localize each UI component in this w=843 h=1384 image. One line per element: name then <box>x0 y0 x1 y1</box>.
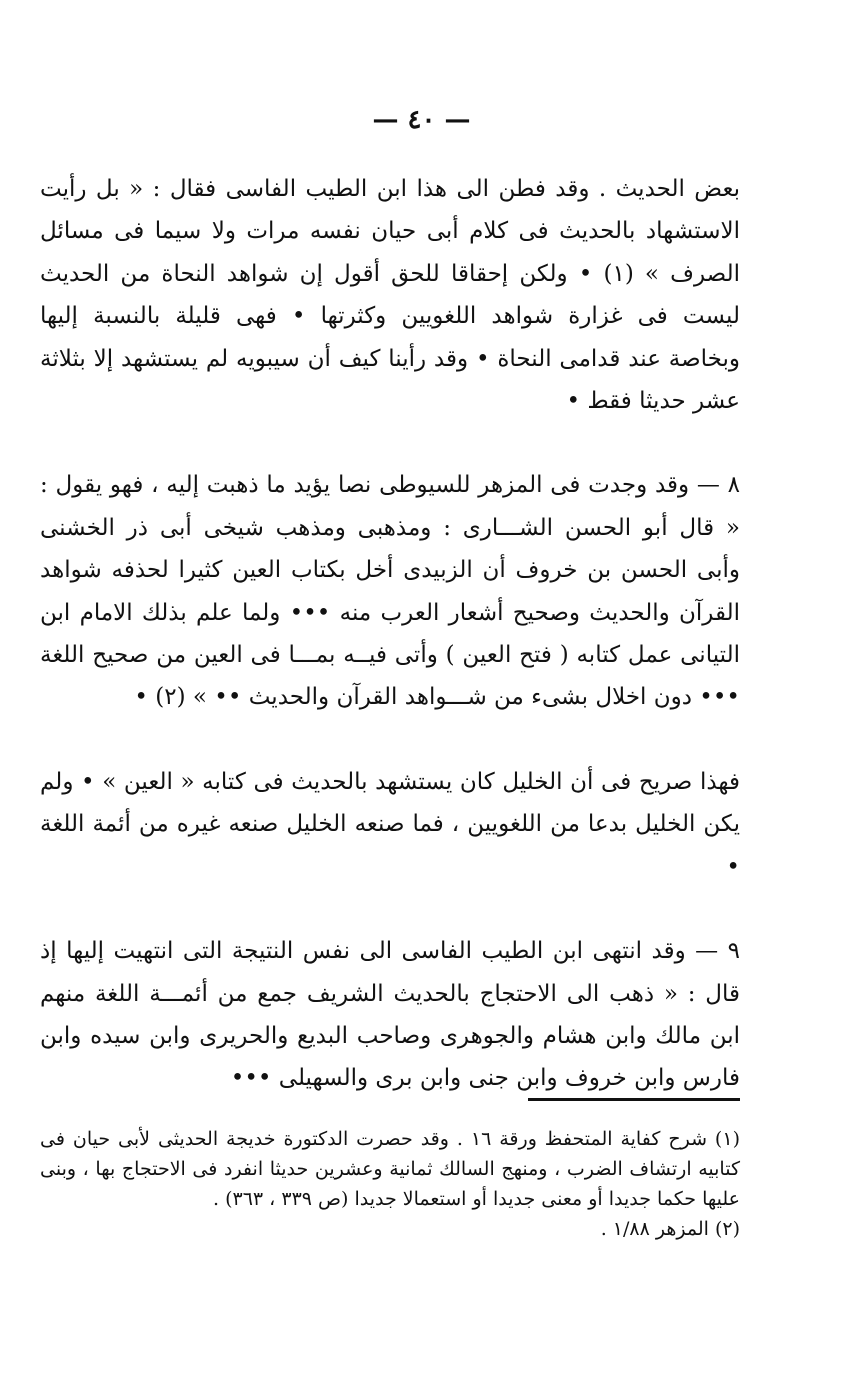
footnote-divider <box>528 1098 740 1101</box>
paragraph-4: ٩ — وقد انتهى ابن الطيب الفاسى الى نفس النتيجة التى انتهيت إليها إذ قال : « ذهب الى الاحتجاج بالحديث الشريف جمع من أئمـــة اللغة منهم ابن مالك وابن هشام والجوهرى وصاحب البديع والحريرى وابن سيده وابن فارس وابن خروف وابن جنى وابن برى والسهيلى ••• <box>40 938 740 1092</box>
footnote-2: (٢) المزهر ١/٨٨ . <box>600 1218 740 1240</box>
body-text <box>40 168 740 1100</box>
paragraph-3: فهذا صريح فى أن الخليل كان يستشهد بالحديث فى كتابه « العين » • ولم يكن الخليل بدعا من اللغويين ، فما صنعه الخليل صنعه غيره من أئمة اللغة • <box>40 768 740 880</box>
footnote-1: (١) شرح كفاية المتحفظ ورقة ١٦ . وقد حصرت الدكتورة خديجة الحديثى لأبى حيان فى كتابيه ارتشاف الضرب ، ومنهج السالك ثمانية وعشرين حديثا انفرد فى الاحتجاج بها ، وبنى عليها حكما جديدا أو معنى جديدا أو استعمالا جديدا (ص ٣٣٩ ، ٣٦٣) . <box>40 1128 740 1210</box>
paragraph-2: ٨ — وقد وجدت فى المزهر للسيوطى نصا يؤيد ما ذهبت إليه ، فهو يقول : « قال أبو الحسن الشـــارى : ومذهبى ومذهب شيخى أبى ذر الخشنى وأبى الحسن بن خروف أن الزبيدى أخل بكتاب العين كثيرا لحذفه شواهد القرآن والحديث وصحيح أشعار العرب منه ••• ولما علم بذلك الامام ابن التيانى عمل كتابه ( فتح العين ) وأتى فيــه بمـــا فى العين من صحيح اللغة ••• دون اخلال بشىء من شـــواهد القرآن والحديث •• » (٢) • <box>40 472 740 711</box>
paragraph-1: بعض الحديث . وقد فطن الى هذا ابن الطيب الفاسى فقال : « بل رأيت الاستشهاد بالحديث فى كلام أبى حيان نفسه مرات ولا سيما فى مسائل الصرف » (١) • ولكن إحقاقا للحق أقول إن شواهد النحاة من الحديث ليست فى غزارة شواهد اللغويين وكثرتها • فهى قليلة بالنسبة إليها وبخاصة عند قدامى النحاة • وقد رأينا كيف أن سيبويه لم يستشهد إلا بثلاثة عشر حديثا فقط • <box>40 176 740 415</box>
footnotes <box>40 1124 740 1244</box>
page-number: — ٤٠ — <box>372 105 471 135</box>
